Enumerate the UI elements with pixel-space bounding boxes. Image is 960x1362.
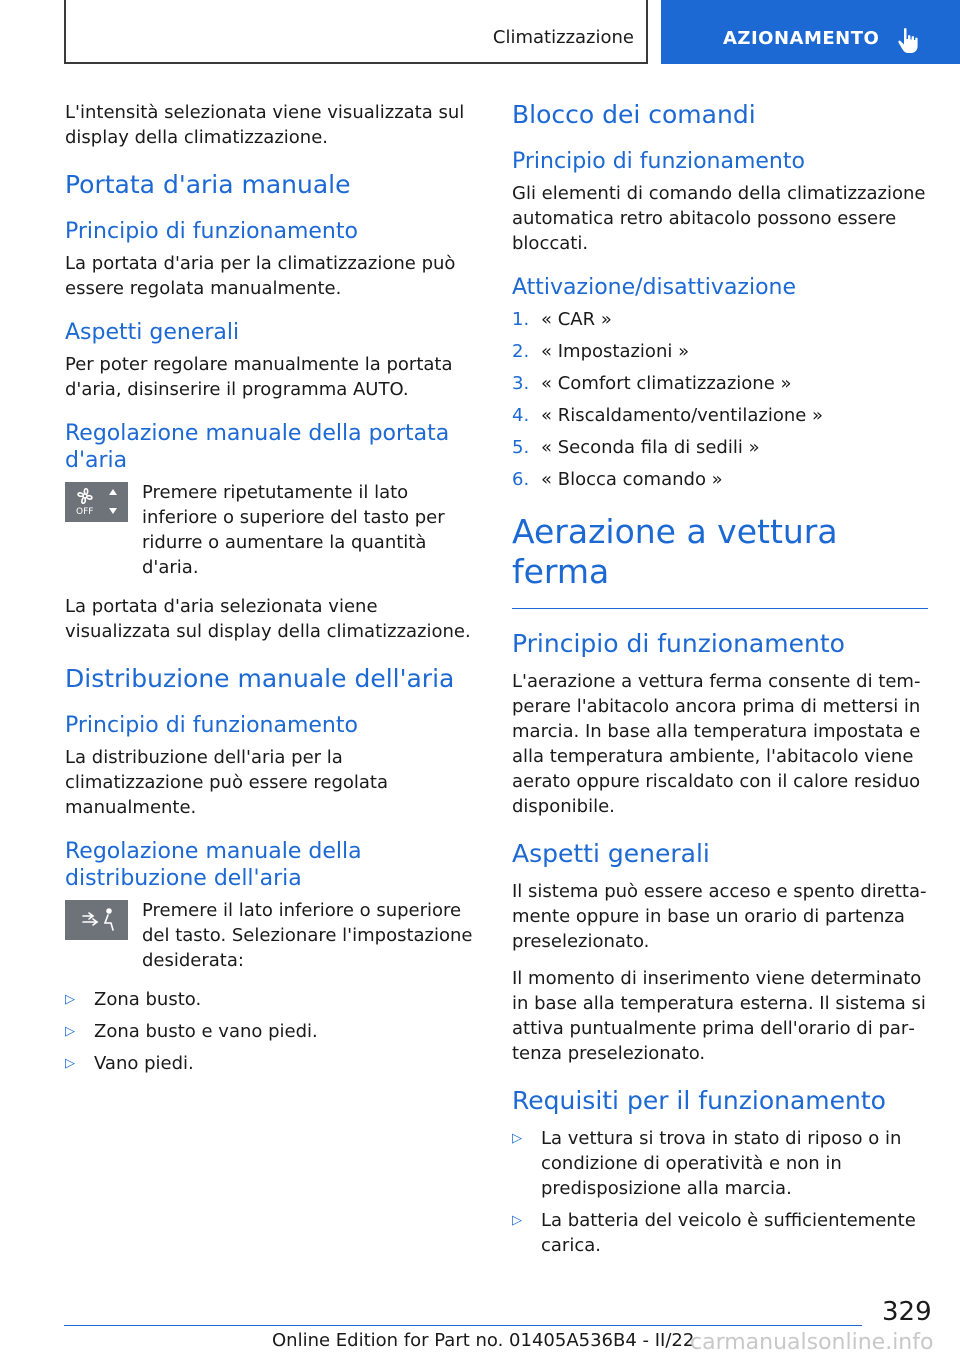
footer-divider — [64, 1325, 862, 1326]
list-marker-icon: ▷ — [65, 1056, 75, 1071]
paragraph-visualizzata: La portata d'aria selezionata viene visualizzata sul display della climatizzazione. — [65, 596, 471, 642]
right-column — [512, 100, 928, 1266]
hand-pointer-icon — [897, 27, 921, 55]
heading-portata-aria: Portata d'aria manuale — [65, 170, 351, 199]
distribution-instruction-row — [65, 898, 480, 973]
heading-principio-3: Principio di funzionamento — [512, 149, 805, 174]
paragraph-principio-4: L'aerazione a vettura ferma consente di temperare l'abitacolo ancora prima di mettersi in marcia. In base alla temperatura impostata e alla temperatura ambiente, l'abitacolo viene aerato oppure riscaldato con il calore residuo disponibile. — [512, 671, 921, 817]
heading-principio-1: Principio di funzionamento — [65, 219, 358, 244]
list-marker-icon: ▷ — [512, 1131, 522, 1146]
heading-regolazione-distribuzione: Regolazione manuale della distribuzione dell'aria — [65, 839, 362, 891]
list-item: ▷ Zona busto e vano piedi. — [65, 1021, 318, 1042]
heading-attivazione: Attivazione/disattivazione — [512, 275, 797, 300]
footer-edition: Online Edition for Part no. 01405A536B4 - II/22 — [272, 1330, 695, 1351]
list-item: ▷ La batteria del veicolo è sufficientemente carica. — [512, 1210, 916, 1256]
list-marker-icon: ▷ — [65, 1024, 75, 1039]
heading-aspetti-2: Aspetti generali — [512, 839, 710, 868]
seat-airflow-icon — [75, 905, 119, 935]
paragraph-aspetti-1: Per poter regolare manualmente la portata d'aria, disinserire il programma AUTO. — [65, 354, 453, 400]
list-item: ▷ Vano piedi. — [65, 1053, 194, 1074]
paragraph-aspetti-2b: Il momento di inserimento viene determinato in base alla temperatura esterna. Il sistema si attiva puntualmente prima dell'orario di partenza preselezionato. — [512, 968, 926, 1064]
paragraph-regolazione-portata: Premere ripetutamente il lato inferiore o superiore del tasto per ridurre o aumentare la quantità d'aria. — [142, 482, 445, 578]
heading-regolazione-portata: Regolazione manuale della portata d'aria — [65, 421, 450, 473]
paragraph-principio-1: La portata d'aria per la climatizzazione può essere regolata manualmente. — [65, 253, 456, 299]
list-marker-icon: ▷ — [65, 992, 75, 1007]
page-number: 329 — [882, 1297, 932, 1327]
paragraph-principio-2: La distribuzione dell'aria per la climatizzazione può essere regolata manualmente. — [65, 747, 389, 818]
heading-principio-4: Principio di funzionamento — [512, 629, 845, 658]
list-marker-icon: ▷ — [512, 1213, 522, 1228]
heading-distribuzione: Distribuzione manuale dell'aria — [65, 664, 455, 693]
paragraph-principio-3: Gli elementi di comando della climatizzazione automatica retro abitacolo possono essere bloccati. — [512, 183, 926, 254]
svg-text:OFF: OFF — [75, 507, 93, 517]
list-item: 6. « Blocca comando » — [512, 469, 723, 490]
list-item: ▷ La vettura si trova in stato di riposo o in condizione di operatività e non in predisposizione alla marcia. — [512, 1128, 902, 1199]
list-item: 2. « Impostazioni » — [512, 341, 690, 362]
paragraph-intensity: L'intensità selezionata viene visualizzata sul display della climatizzazione. — [65, 102, 465, 148]
fan-speed-button-icon — [65, 482, 128, 522]
heading-aspetti-1: Aspetti generali — [65, 320, 240, 345]
distribution-options-list — [65, 987, 480, 1076]
list-item: 1. « CAR » — [512, 309, 612, 330]
heading-requisiti: Requisiti per il funzionamento — [512, 1086, 886, 1115]
air-distribution-button-icon — [65, 900, 128, 940]
list-item: 3. « Comfort climatizzazione » — [512, 373, 792, 394]
list-item: 5. « Seconda fila di sedili » — [512, 437, 760, 458]
fan-icon — [68, 484, 126, 520]
steps-list — [512, 307, 928, 492]
watermark: carmanualsonline.info — [690, 1330, 934, 1355]
header-chapter-label: AZIONAMENTO — [723, 28, 880, 49]
paragraph-aspetti-2a: Il sistema può essere acceso e spento direttamente oppure in base un orario di partenza preselezionato. — [512, 881, 927, 952]
fan-instruction-row — [65, 480, 480, 580]
heading-principio-2: Principio di funzionamento — [65, 713, 358, 738]
requirements-list — [512, 1126, 928, 1258]
left-column — [65, 100, 480, 1084]
heading-aerazione: Aerazione a vettura ferma — [512, 512, 928, 609]
paragraph-regolazione-distribuzione: Premere il lato inferiore o superiore del tasto. Selezionare l'impostazione desiderata: — [142, 900, 473, 971]
list-item: ▷ Zona busto. — [65, 989, 202, 1010]
header-section-title: Climatizzazione — [492, 27, 634, 48]
heading-blocco-comandi: Blocco dei comandi — [512, 100, 756, 129]
list-item: 4. « Riscaldamento/ventilazione » — [512, 405, 824, 426]
